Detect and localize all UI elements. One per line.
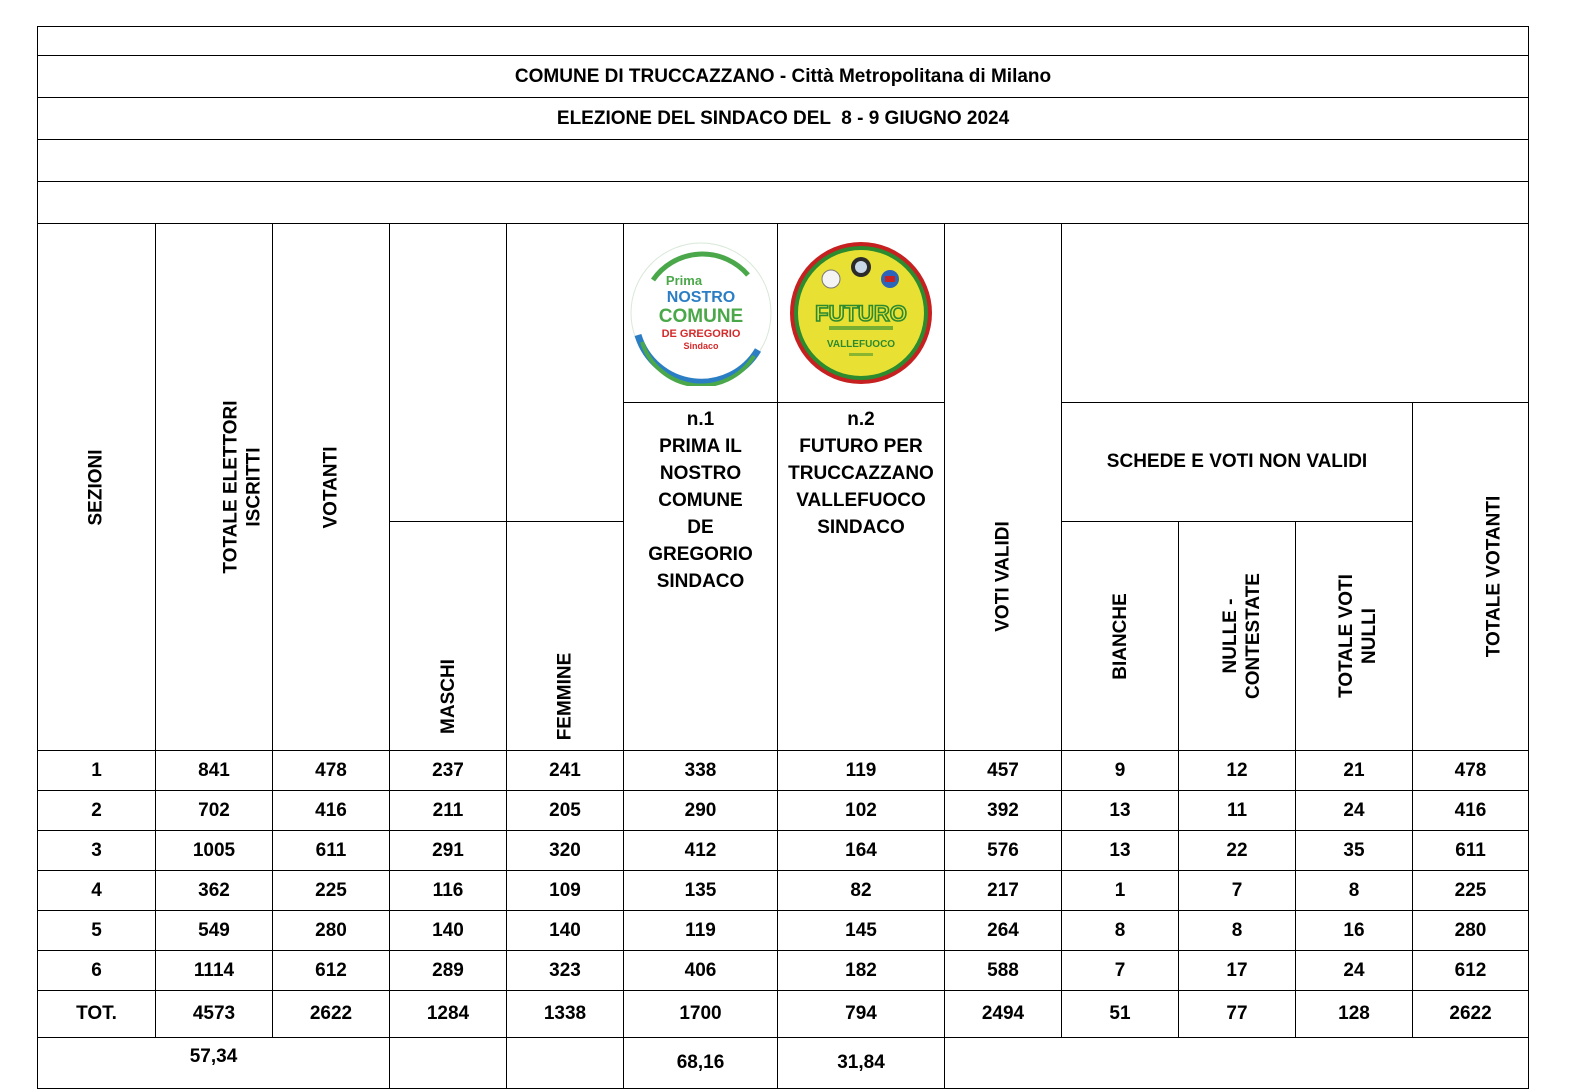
header-votanti: VOTANTI	[273, 224, 390, 751]
cell-votanti: 478	[273, 751, 390, 791]
cell-iscritti: 702	[156, 791, 273, 831]
svg-text:Prima: Prima	[665, 273, 702, 288]
title-row	[38, 56, 1529, 98]
cell-nulle: 11	[1179, 791, 1296, 831]
cell-nulle: 7	[1179, 871, 1296, 911]
cell-tot-maschi: 1284	[390, 991, 507, 1038]
cell-party1: 135	[624, 871, 778, 911]
cell-totale-votanti: 416	[1413, 791, 1529, 831]
cell-votanti: 611	[273, 831, 390, 871]
cell-party1: 406	[624, 951, 778, 991]
cell-tot-party2: 794	[778, 991, 945, 1038]
cell-tot-iscritti: 4573	[156, 991, 273, 1038]
cell-sezione: 2	[38, 791, 156, 831]
svg-text:FUTURO: FUTURO	[815, 301, 907, 326]
party1-logo-icon	[628, 240, 774, 386]
title-sep: -	[774, 65, 792, 87]
cell-pct-party1: 68,16	[624, 1038, 778, 1089]
cell-sezione: 6	[38, 951, 156, 991]
cell-pct-empty	[945, 1038, 1529, 1089]
cell-tot-nulle: 77	[1179, 991, 1296, 1038]
cell-maschi: 237	[390, 751, 507, 791]
cell-femmine: 140	[507, 911, 624, 951]
cell-votanti: 612	[273, 951, 390, 991]
cell-voti-validi: 264	[945, 911, 1062, 951]
cell-voti-validi: 392	[945, 791, 1062, 831]
cell-bianche: 7	[1062, 951, 1179, 991]
cell-maschi: 140	[390, 911, 507, 951]
cell-tot-bianche: 51	[1062, 991, 1179, 1038]
cell-party1: 338	[624, 751, 778, 791]
cell-totale-nulli: 21	[1296, 751, 1413, 791]
cell-maschi: 289	[390, 951, 507, 991]
cell-iscritti: 1114	[156, 951, 273, 991]
svg-text:Sindaco: Sindaco	[682, 341, 719, 351]
cell-sezione: 1	[38, 751, 156, 791]
cell-iscritti: 549	[156, 911, 273, 951]
title-comune: COMUNE DI TRUCCAZZANO	[514, 65, 775, 87]
cell-tot-votanti: 2622	[273, 991, 390, 1038]
header-party2: n.2 FUTURO PER TRUCCAZZANO VALLEFUOCO SINDACO	[778, 403, 945, 751]
table-row	[38, 791, 1529, 831]
cell-party2: 145	[778, 911, 945, 951]
cell-party2: 82	[778, 871, 945, 911]
cell-pct-empty	[507, 1038, 624, 1089]
cell-votanti: 280	[273, 911, 390, 951]
party2-logo-cell	[778, 224, 945, 403]
header-right-top	[1062, 224, 1529, 403]
cell-party1: 412	[624, 831, 778, 871]
table-row	[38, 951, 1529, 991]
table-row	[38, 871, 1529, 911]
cell-bianche: 8	[1062, 911, 1179, 951]
cell-nulle: 12	[1179, 751, 1296, 791]
cell-sezione: 4	[38, 871, 156, 911]
cell-femmine: 205	[507, 791, 624, 831]
subtitle-row	[38, 98, 1529, 140]
cell-voti-validi: 576	[945, 831, 1062, 871]
cell-party1: 290	[624, 791, 778, 831]
title-area: Città Metropolitana di Milano	[791, 65, 1052, 87]
cell-voti-validi: 588	[945, 951, 1062, 991]
blank-top-row	[38, 27, 1529, 56]
header-schede-non-validi: SCHEDE E VOTI NON VALIDI	[1062, 403, 1413, 522]
svg-text:VALLEFUOCO: VALLEFUOCO	[826, 339, 896, 350]
cell-maschi: 116	[390, 871, 507, 911]
logo-row	[38, 224, 1529, 403]
cell-femmine: 323	[507, 951, 624, 991]
blank-row	[38, 140, 1529, 182]
cell-iscritti: 1005	[156, 831, 273, 871]
cell-totale-nulli: 16	[1296, 911, 1413, 951]
table-row	[38, 831, 1529, 871]
cell-femmine: 109	[507, 871, 624, 911]
blank-row	[38, 182, 1529, 224]
cell-tot-totale-votanti: 2622	[1413, 991, 1529, 1038]
svg-text:NOSTRO: NOSTRO	[666, 289, 735, 306]
cell-maschi: 291	[390, 831, 507, 871]
cell-bianche: 13	[1062, 791, 1179, 831]
cell-party2: 119	[778, 751, 945, 791]
cell-tot-totale-nulli: 128	[1296, 991, 1413, 1038]
cell-tot-label: TOT.	[38, 991, 156, 1038]
cell-bianche: 1	[1062, 871, 1179, 911]
cell-pct-affluenza: 57,34	[38, 1038, 390, 1089]
cell-femmine: 241	[507, 751, 624, 791]
header-voti-validi: VOTI VALIDI	[945, 403, 1062, 751]
cell-bianche: 9	[1062, 751, 1179, 791]
cell-votanti: 225	[273, 871, 390, 911]
page-subtitle: ELEZIONE DEL SINDACO DEL 8 - 9 GIUGNO 2024	[38, 98, 1529, 140]
header-maschi: MASCHI	[390, 522, 507, 751]
header-bianche: BIANCHE	[1062, 522, 1179, 751]
cell-party2: 102	[778, 791, 945, 831]
header-totale-elettori: TOTALE ELETTORI ISCRITTI	[156, 224, 273, 751]
header-femmine-top	[507, 224, 624, 522]
cell-sezione: 3	[38, 831, 156, 871]
cell-nulle: 17	[1179, 951, 1296, 991]
cell-party2: 182	[778, 951, 945, 991]
cell-totale-nulli: 8	[1296, 871, 1413, 911]
svg-text:COMUNE: COMUNE	[658, 306, 743, 327]
cell-iscritti: 841	[156, 751, 273, 791]
page-title	[38, 56, 1529, 98]
table-row	[38, 751, 1529, 791]
cell-totale-votanti: 612	[1413, 951, 1529, 991]
cell-totale-nulli: 24	[1296, 791, 1413, 831]
party2-logo-icon	[787, 239, 935, 387]
cell-votanti: 416	[273, 791, 390, 831]
cell-totale-nulli: 35	[1296, 831, 1413, 871]
cell-voti-validi: 457	[945, 751, 1062, 791]
cell-tot-voti-validi: 2494	[945, 991, 1062, 1038]
header-totale-voti-nulli: TOTALE VOTI NULLI	[1296, 522, 1413, 751]
cell-party1: 119	[624, 911, 778, 951]
cell-pct-party2: 31,84	[778, 1038, 945, 1089]
header-femmine: FEMMINE	[507, 522, 624, 751]
cell-totale-votanti: 225	[1413, 871, 1529, 911]
cell-nulle: 8	[1179, 911, 1296, 951]
cell-femmine: 320	[507, 831, 624, 871]
cell-tot-party1: 1700	[624, 991, 778, 1038]
svg-text:DE GREGORIO: DE GREGORIO	[661, 328, 740, 340]
header-party1: n.1 PRIMA IL NOSTRO COMUNE DE GREGORIO SINDACO	[624, 403, 778, 751]
cell-pct-empty	[390, 1038, 507, 1089]
cell-nulle: 22	[1179, 831, 1296, 871]
cell-totale-nulli: 24	[1296, 951, 1413, 991]
header-totale-votanti: TOTALE VOTANTI	[1413, 403, 1529, 751]
cell-voti-validi: 217	[945, 871, 1062, 911]
cell-totale-votanti: 478	[1413, 751, 1529, 791]
percentages-row	[38, 1038, 1529, 1089]
results-table	[37, 26, 1529, 1089]
header-sezioni: SEZIONI	[38, 224, 156, 751]
party1-logo	[624, 224, 777, 402]
cell-bianche: 13	[1062, 831, 1179, 871]
cell-tot-femmine: 1338	[507, 991, 624, 1038]
cell-iscritti: 362	[156, 871, 273, 911]
cell-sezione: 5	[38, 911, 156, 951]
header-voti-validi-top	[945, 224, 1062, 403]
header-maschi-top	[390, 224, 507, 522]
cell-totale-votanti: 611	[1413, 831, 1529, 871]
party2-logo	[778, 224, 944, 402]
totals-row	[38, 991, 1529, 1038]
cell-party2: 164	[778, 831, 945, 871]
table-row	[38, 911, 1529, 951]
cell-maschi: 211	[390, 791, 507, 831]
party1-logo-cell	[624, 224, 778, 403]
header-nulle-contestate: NULLE - CONTESTATE	[1179, 522, 1296, 751]
cell-totale-votanti: 280	[1413, 911, 1529, 951]
